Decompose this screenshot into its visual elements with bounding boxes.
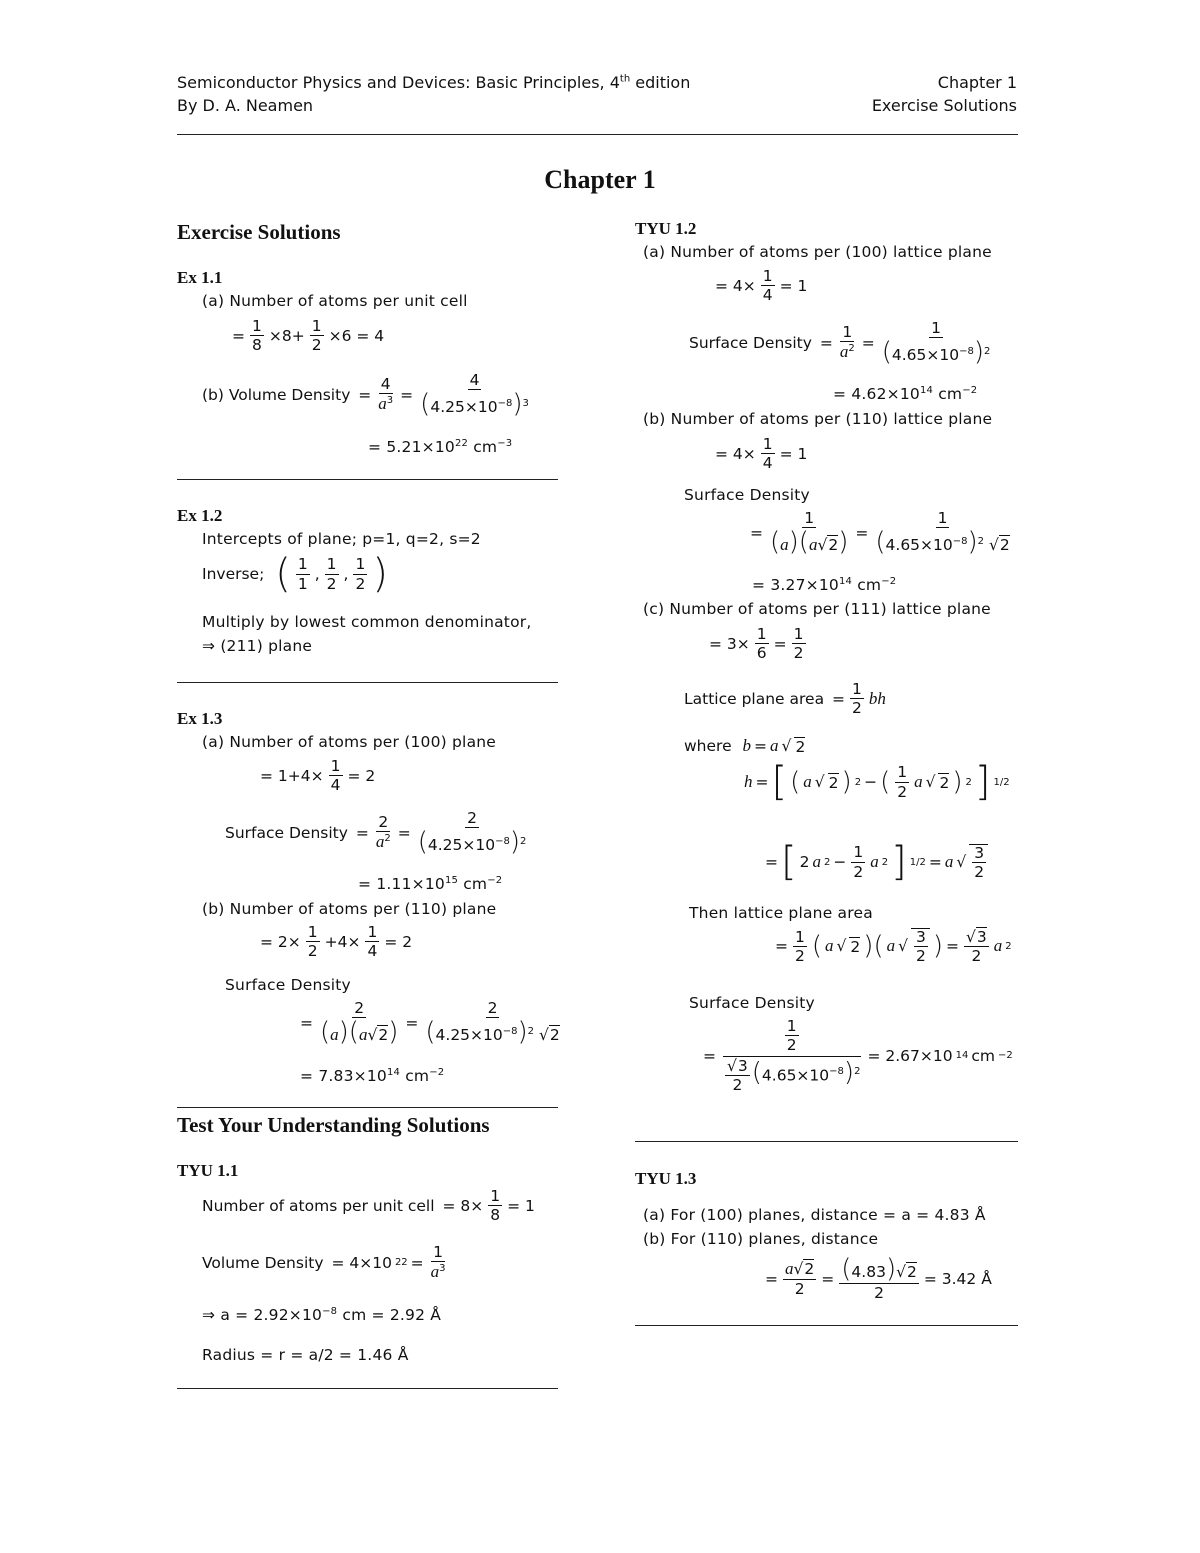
ex11-a: (a) Number of atoms per unit cell — [202, 292, 468, 310]
tyu12-sd-b: Surface Density — [684, 486, 810, 504]
ex12-line1: Intercepts of plane; p=1, q=2, s=2 — [202, 530, 481, 548]
tyu12-b-eq: = 4× $\frac{1}{4}$ = 1 — [715, 435, 808, 473]
divider — [177, 1107, 558, 1108]
tyu12-label: TYU 1.2 — [635, 219, 697, 238]
tyu13-b-eq: = $\frac{a√2}{2}$ = $\frac{(4.83)√2}{2}$ = 3.42 Å — [765, 1254, 992, 1302]
header-rule — [177, 134, 1018, 135]
tyu12-sd-a-eq: Surface Density = $\frac{1}{a^2}$ = $\frac{1}{(4.65\times 10^{-8})^2}$ — [689, 319, 991, 368]
header-chapter: Chapter 1 — [937, 73, 1017, 92]
page-title: Chapter 1 — [544, 165, 656, 194]
tyu12-sd-c-eq: = $\frac{1}{2}$ $\frac{√3}{2}$ $(4.65\times 10^{-8})^2$ = 2.67×10 14 cm −2 — [703, 1017, 1013, 1094]
divider — [177, 1388, 558, 1389]
tyu13-a: (a) For (100) planes, distance = a = 4.83 Å — [643, 1206, 986, 1224]
tyu13-label: TYU 1.3 — [635, 1169, 697, 1188]
tyu12-sd-c: Surface Density — [689, 994, 815, 1012]
ex13-a: (a) Number of atoms per (100) plane — [202, 733, 497, 751]
tyu12-h-eq: h = [ ( a √ 2 ) 2 − ( $\frac{1}{2}$ a √ 2 ) 2 ] 1/2 — [744, 759, 1010, 805]
tyu12-b: (b) Number of atoms per (110) lattice plane — [643, 410, 993, 428]
ex13-sd2-eq: = $\frac{2}{(a)(a√2)}$ = $\frac{2}{(4.25\times 10^{-8})^2 √2}$ — [300, 999, 560, 1048]
ex11-a-equation: = $\frac{1}{8}$ ×8+ $\frac{1}{2}$ ×6 = 4 — [232, 317, 385, 355]
tyu12-c-eq: = 3× $\frac{1}{6}$ = $\frac{1}{2}$ — [709, 625, 804, 663]
ex13-a-eq: = 1+4× $\frac{1}{4}$ = 2 — [260, 757, 376, 795]
tyu12-where: where b = a √ 2 — [684, 736, 806, 756]
divider — [635, 1141, 1018, 1142]
tyu11-label: TYU 1.1 — [177, 1161, 239, 1180]
tyu11-l4: Radius = r = a/2 = 1.46 Å — [202, 1346, 409, 1364]
ex12-inverse: Inverse; ( $\frac{1}{1}$ , $\frac{1}{2}$ , $\frac{1}{2}$ ) — [202, 551, 388, 597]
ex13-sd1-eq: Surface Density = $\frac{2}{a^2}$ = $\frac{2}{(4.25\times 10^{-8})^2}$ — [225, 809, 527, 858]
tyu11-l2: Volume Density = 4×10 22 = $\frac{1}{a^3}$ — [202, 1243, 446, 1282]
divider — [635, 1325, 1018, 1326]
book-title: Semiconductor Physics and Devices: Basic Principles, 4th edition — [177, 73, 691, 92]
ex13-r1: = $1.11\times 10^{15}$ $cm^{-2}$ — [358, 875, 503, 894]
tyu12-h-eq2: = [ 2 a 2 − $\frac{1}{2}$ a 2 ] 1/2 = a √ $\frac{3}{2}$ — [765, 842, 988, 882]
author: By D. A. Neamen — [177, 96, 314, 115]
ex13-label: Ex 1.3 — [177, 709, 223, 728]
tyu13-b: (b) For (110) planes, distance — [643, 1230, 879, 1248]
ex11-b-equation: (b) Volume Density = $\frac{4}{a^3}$ = $\frac{4}{(4.25\times 10^{-8})^3}$ — [202, 371, 529, 420]
header-section: Exercise Solutions — [871, 96, 1017, 115]
tyu12-then: Then lattice plane area — [689, 904, 873, 922]
ex12-line3: Multiply by lowest common denominator, — [202, 613, 532, 631]
ex13-b: (b) Number of atoms per (110) plane — [202, 900, 497, 918]
ex12-line4: ⇒ (211) plane — [202, 637, 313, 655]
tyu12-then-eq: = $\frac{1}{2}$ ( a √ 2 )( a √ $\frac{3}{2}$ ) = $\frac{√3}{2}$ a 2 — [775, 927, 1012, 966]
tyu12-c: (c) Number of atoms per (111) lattice plane — [643, 600, 991, 618]
divider — [177, 479, 558, 480]
ex11-result: = $5.21\times 10^{22}$ $cm^{-3}$ — [368, 438, 513, 457]
divider — [177, 682, 558, 683]
ex11-label: Ex 1.1 — [177, 268, 223, 287]
ex13-b-eq: = 2× $\frac{1}{2}$ +4× $\frac{1}{4}$ = 2 — [260, 923, 413, 961]
tyu11-l3: ⇒ $a = 2.92\times 10^{-8}$ cm = 2.92 Å — [202, 1306, 442, 1325]
tyu12-a: (a) Number of atoms per (100) lattice plane — [643, 243, 992, 261]
tyu-heading: Test Your Understanding Solutions — [177, 1113, 490, 1137]
ex12-label: Ex 1.2 — [177, 506, 223, 525]
tyu11-l1: Number of atoms per unit cell = 8× $\frac{1}{8}$ = 1 — [202, 1187, 535, 1225]
tyu12-lpa: Lattice plane area = $\frac{1}{2}$ bh — [684, 680, 886, 718]
tyu12-r-b: = $3.27\times 10^{14}$ $cm^{-2}$ — [752, 576, 897, 595]
ex13-r2: = $7.83\times 10^{14}$ $cm^{-2}$ — [300, 1067, 445, 1086]
section-heading: Exercise Solutions — [177, 220, 341, 244]
tyu12-r-a: = $4.62\times 10^{14}$ $cm^{-2}$ — [833, 385, 978, 404]
tyu12-sd-b-eq: = $\frac{1}{(a)(a√2)}$ = $\frac{1}{(4.65\times 10^{-8})^2 √2}$ — [750, 509, 1010, 558]
ex13-sd2: Surface Density — [225, 976, 351, 994]
tyu12-a-eq: = 4× $\frac{1}{4}$ = 1 — [715, 267, 808, 305]
